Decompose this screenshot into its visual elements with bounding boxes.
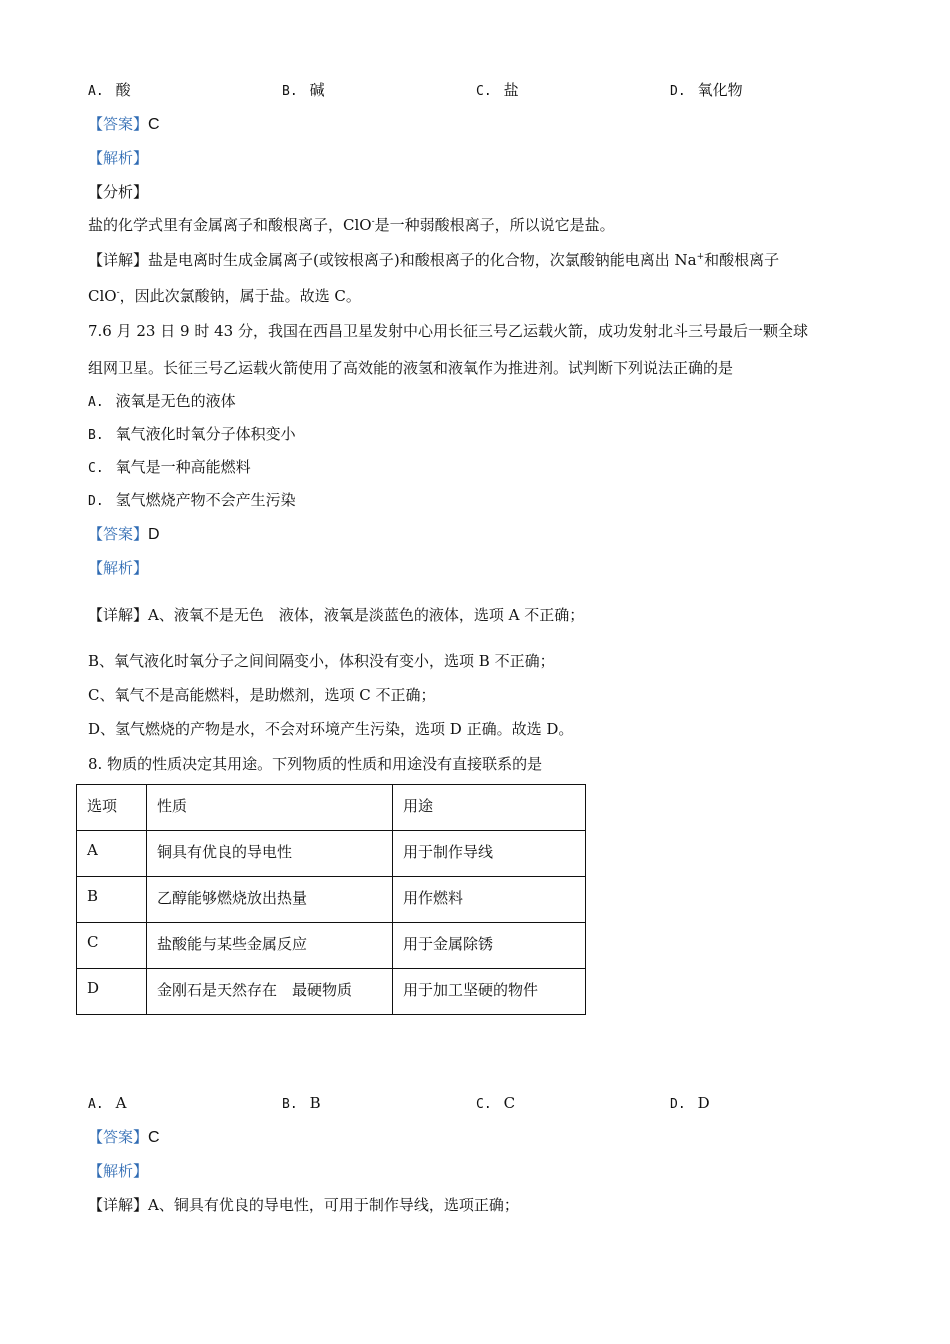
q6-detail-line2: ClO-，因此次氯酸钠，属于盐。故选 C。 [88,287,361,305]
q6-option-d: D. 氧化物 [670,81,743,99]
table-cell: D [77,969,147,1015]
table-header-row [77,785,586,831]
table-header-cell: 选项 [77,785,147,831]
q8-table [76,784,586,1015]
table-cell: 用作燃料 [393,877,586,923]
table-cell: A [77,831,147,877]
q8-stem: 8. 物质的性质决定其用途。下列物质的性质和用途没有直接联系的是 [88,755,543,773]
table-header-cell: 用途 [393,785,586,831]
q6-option-c: C. 盐 [476,81,519,99]
q7-option-d: D. 氢气燃烧产物不会产生污染 [88,491,296,509]
q7-option-b: B. 氧气液化时氧分子体积变小 [88,425,296,443]
q6-analysis-tag: 【解析】 [88,149,149,167]
q7-detail-line4: D、氢气燃烧的产物是水，不会对环境产生污染，选项 D 正确。故选 D。 [88,720,574,738]
table-cell: 用于加工坚硬的物件 [393,969,586,1015]
q8-option-b: B. B [282,1094,321,1112]
table-cell: C [77,923,147,969]
table-header-cell: 性质 [147,785,393,831]
q7-detail-line1: 【详解】A、液氧不是无色 液体，液氧是淡蓝色的液体，选项 A 不正确； [88,606,585,624]
table-cell: 用于制作导线 [393,831,586,877]
q7-answer: 【答案】D [88,525,160,543]
q8-option-a: A. A [88,1094,127,1112]
q6-option-a: A. 酸 [88,81,131,99]
q7-stem-line2: 组网卫星。长征三号乙运载火箭使用了高效能的液氢和液氧作为推进剂。试判断下列说法正确的是 [88,359,734,377]
q7-option-c: C. 氧气是一种高能燃料 [88,458,251,476]
q7-analysis-tag: 【解析】 [88,559,149,577]
table-row [77,877,586,923]
table-row [77,969,586,1015]
q6-fenxi-text: 盐的化学式里有金属离子和酸根离子，ClO-是一种弱酸根离子，所以说它是盐。 [88,216,615,234]
q8-analysis-tag: 【解析】 [88,1162,149,1180]
q7-stem-line1: 7.6 月 23 日 9 时 43 分，我国在西昌卫星发射中心用长征三号乙运载火箭，成功发射北斗三号最后一颗全球 [88,322,808,340]
table-cell: B [77,877,147,923]
table-cell: 盐酸能与某些金属反应 [147,923,393,969]
q8-answer: 【答案】C [88,1128,160,1146]
table-cell: 乙醇能够燃烧放出热量 [147,877,393,923]
q7-option-a: A. 液氧是无色的液体 [88,392,236,410]
table-row [77,923,586,969]
q8-option-d: D. D [670,1094,710,1112]
q6-option-b: B. 碱 [282,81,325,99]
q8-option-c: C. C [476,1094,516,1112]
q6-detail-line1: 【详解】盐是电离时生成金属离子(或铵根离子)和酸根离子的化合物，次氯酸钠能电离出 Na+和酸根离子 [88,251,780,269]
table-cell: 金刚石是天然存在 最硬物质 [147,969,393,1015]
table-cell: 铜具有优良的导电性 [147,831,393,877]
table-cell: 用于金属除锈 [393,923,586,969]
q6-fenxi-tag: 【分析】 [88,183,149,201]
table-row [77,831,586,877]
q6-answer: 【答案】C [88,115,160,133]
q7-detail-line3: C、氧气不是高能燃料，是助燃剂，选项 C 不正确； [88,686,436,704]
q7-detail-line2: B、氧气液化时氧分子之间间隔变小，体积没有变小，选项 B 不正确； [88,652,555,670]
q8-detail-line1: 【详解】A、铜具有优良的导电性，可用于制作导线，选项正确； [88,1196,519,1214]
